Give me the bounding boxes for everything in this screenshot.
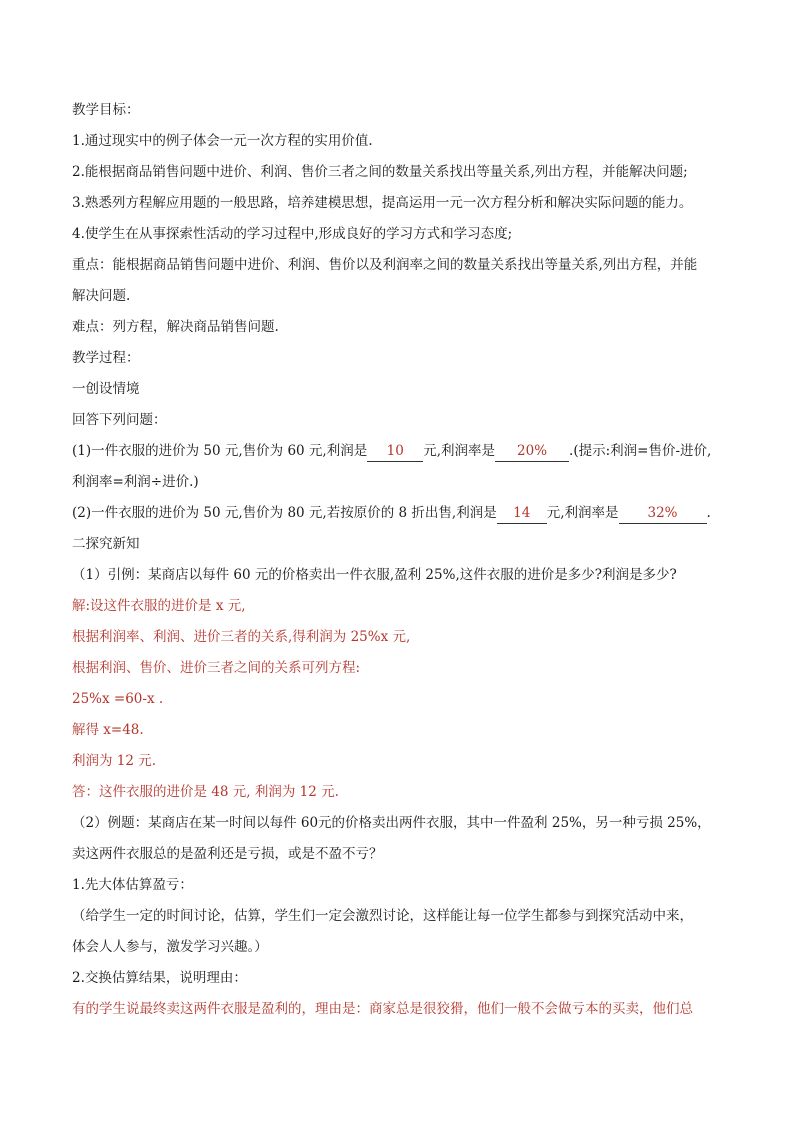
q1-text-c: .(提示:利润=售价-进价, xyxy=(569,443,712,459)
step-1-note-line-2: 体会人人参与，激发学习兴趣。） xyxy=(72,939,268,955)
q2-blank-profit: 14 xyxy=(497,503,547,524)
solution-line-3: 根据利润、售价、进价三者之间的关系可列方程: xyxy=(72,660,361,676)
question-1-hint: 利润率=利润÷进价.) xyxy=(72,474,199,490)
q2-text-b: 元,利润率是 xyxy=(546,505,619,521)
example-2-line-1: （2）例题：某商店在某一时间以每件 60元的价格卖出两件衣服，其中一件盈利 25%，另一种亏损 25%， xyxy=(72,815,711,831)
solution-line-1: 解:设这件衣服的进价是 x 元, xyxy=(72,598,246,614)
q1-text-b: 元,利润率是 xyxy=(423,443,496,459)
objective-4: 4.使学生在从事探索性活动的学习过程中,形成良好的学习方式和学习态度; xyxy=(72,226,513,242)
q1-blank-rate: 20% xyxy=(495,441,569,462)
difficulty: 难点：列方程，解决商品销售问题. xyxy=(72,319,279,335)
q1-blank-profit: 10 xyxy=(367,441,423,462)
step-1-note-line-1: （给学生一定的时间讨论，估算，学生们一定会激烈讨论，这样能让每一位学生都参与到探究活动中来， xyxy=(72,908,693,924)
objectives-heading: 教学目标： xyxy=(72,102,140,118)
key-point-line-2: 解决问题. xyxy=(72,288,131,304)
example-1: （1）引例：某商店以每件 60 元的价格卖出一件衣服,盈利 25%,这件衣服的进价是多少?利润是多少? xyxy=(72,567,677,583)
process-heading: 教学过程： xyxy=(72,350,140,366)
solution-line-5: 解得 x=48. xyxy=(72,722,144,738)
key-point-line-1: 重点：能根据商品销售问题中进价、利润、售价以及利润率之间的数量关系找出等量关系,列出方程，并能 xyxy=(72,257,698,273)
objective-2: 2.能根据商品销售问题中进价、利润、售价三者之间的数量关系找出等量关系,列出方程，并能解决问题; xyxy=(72,164,688,180)
q2-blank-rate: 32% xyxy=(619,503,707,524)
solution-line-2: 根据利润率、利润、进价三者的关系,得利润为 25%x 元, xyxy=(72,629,411,645)
solution-line-6: 利润为 12 元. xyxy=(72,753,157,769)
section2-title: 二探究新知 xyxy=(72,536,140,552)
example-2-line-2: 卖这两件衣服总的是盈利还是亏损，或是不盈不亏？ xyxy=(72,846,383,862)
step-1: 1.先大体估算盈亏： xyxy=(72,877,193,893)
section1-title: 一创设情境 xyxy=(72,381,140,397)
solution-answer: 答：这件衣服的进价是 48 元, 利润为 12 元. xyxy=(72,784,339,800)
question-1 xyxy=(72,441,722,462)
q1-text-a: (1)一件衣服的进价为 50 元,售价为 60 元,利润是 xyxy=(72,443,368,459)
solution-line-4: 25%x =60-x . xyxy=(72,691,164,707)
answer-prompt: 回答下列问题： xyxy=(72,412,167,428)
step-2: 2.交换估算结果，说明理由： xyxy=(72,970,247,986)
q2-text-c: . xyxy=(706,505,711,521)
objective-1: 1.通过现实中的例子体会一元一次方程的实用价值. xyxy=(72,133,373,149)
q2-text-a: (2)一件衣服的进价为 50 元,售价为 80 元,若按原价的 8 折出售,利润是 xyxy=(72,505,497,521)
objective-3: 3.熟悉列方程解应用题的一般思路，培养建模思想，提高运用一元一次方程分析和解决实际问题的能力。 xyxy=(72,195,693,211)
question-2 xyxy=(72,503,722,524)
student-view: 有的学生说最终卖这两件衣服是盈利的，理由是：商家总是很狡猾，他们一般不会做亏本的买卖，他们总 xyxy=(72,1001,693,1017)
